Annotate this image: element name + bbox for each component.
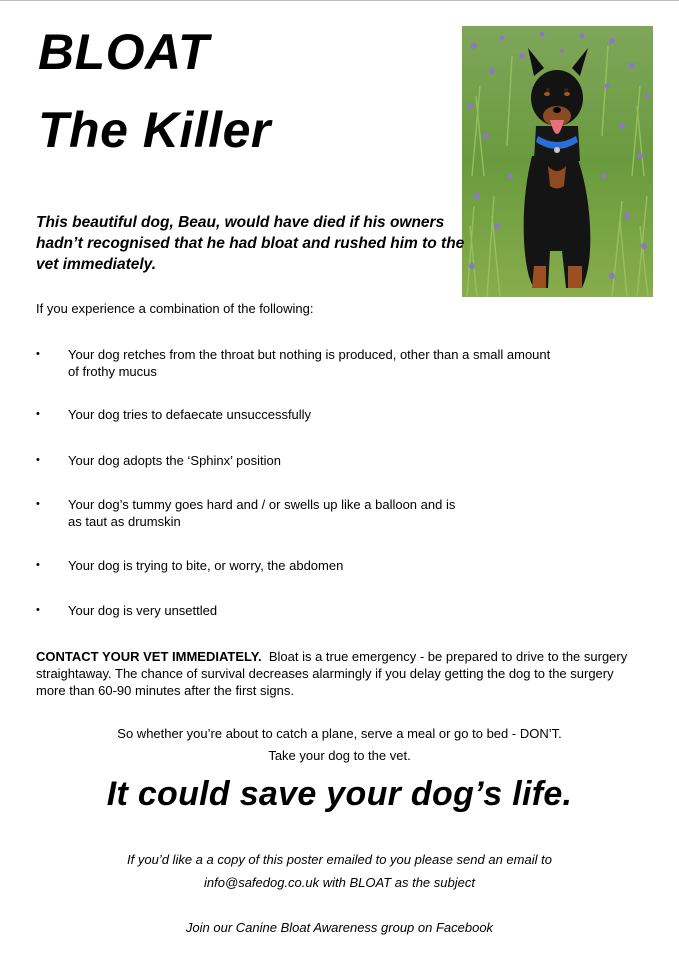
copy-request-line-2: info@safedog.co.uk with BLOAT as the subject bbox=[204, 875, 475, 890]
contact-body: Bloat is a true emergency - be prepared to drive to the surgery straightaway. The chance of survival decreases alarmingly if you delay getting the dog to the surgery more than 60-90 minutes after the first signs. bbox=[36, 649, 628, 698]
symptom-text: Your dog retches from the throat but nothing is produced, other than a small amount bbox=[68, 347, 551, 362]
contact-heading: CONTACT YOUR VET IMMEDIATELY. bbox=[36, 649, 262, 664]
dobermann-in-bluebells-image bbox=[462, 26, 653, 297]
title-line-1: BLOAT bbox=[38, 24, 209, 80]
title-line-2: The Killer bbox=[38, 102, 271, 158]
bullet-marker: • bbox=[36, 604, 40, 616]
symptom-text: Your dog tries to defaecate unsuccessfully bbox=[68, 407, 312, 422]
dog-photo bbox=[462, 26, 653, 297]
bullet-marker: • bbox=[36, 454, 40, 466]
lead-in-text: If you experience a combination of the following: bbox=[36, 301, 314, 316]
facebook-group-line: Join our Canine Bloat Awareness group on Facebook bbox=[185, 920, 494, 935]
intro-statement: This beautiful dog, Beau, would have died if his owners hadn’t recognised that he had bloat and rushed him to the vet immediately. bbox=[36, 214, 465, 273]
symptom-text: Your dog’s tummy goes hard and / or swells up like a balloon and is bbox=[68, 497, 456, 512]
bullet-marker: • bbox=[36, 498, 40, 510]
advice-line-1: So whether you’re about to catch a plane, serve a meal or go to bed - DON’T. bbox=[117, 726, 562, 741]
top-rule bbox=[0, 0, 679, 1]
slogan: It could save your dog’s life. bbox=[106, 775, 573, 813]
copy-request-line-1: If you’d like a a copy of this poster emailed to you please send an email to bbox=[127, 852, 552, 867]
advice-line-2: Take your dog to the vet. bbox=[268, 748, 411, 763]
bullet-marker: • bbox=[36, 559, 40, 571]
symptom-text-continued: of frothy mucus bbox=[68, 364, 157, 379]
symptom-text: Your dog is very unsettled bbox=[68, 603, 218, 618]
bullet-marker: • bbox=[36, 408, 40, 420]
contact-vet-paragraph bbox=[36, 648, 646, 699]
symptom-text: Your dog is trying to bite, or worry, the abdomen bbox=[68, 558, 344, 573]
symptom-text: Your dog adopts the ‘Sphinx’ position bbox=[68, 453, 281, 468]
symptom-text-continued: as taut as drumskin bbox=[68, 514, 181, 529]
bullet-marker: • bbox=[36, 348, 40, 360]
